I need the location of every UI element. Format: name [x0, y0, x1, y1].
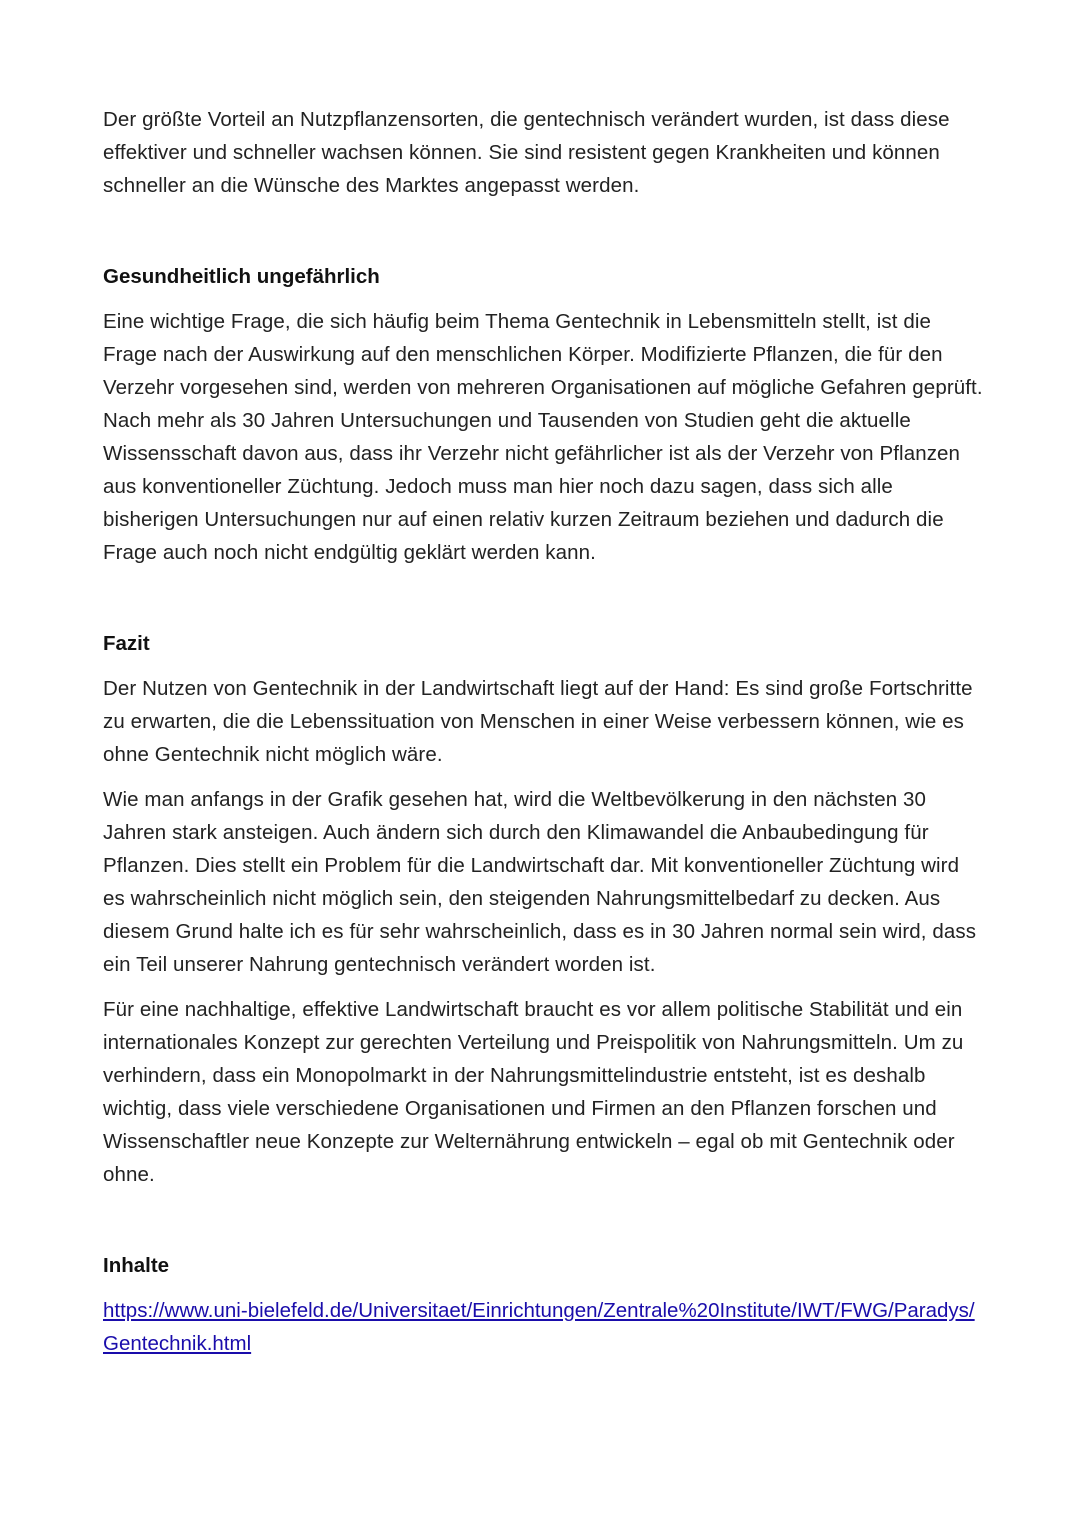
section-heading-health: Gesundheitlich ungefährlich [103, 265, 380, 288]
conclusion-paragraph-3: Für eine nachhaltige, effektive Landwirtschaft braucht es vor allem politische Stabilität und ein internationales Konzept zur gerechten Verteilung und Preispolitik von Nahrungsmitteln. Um zu verhindern, dass ein Monopolmarkt in der Nahrungsmittelindustrie entsteht, ist es deshalb wichtig, dass viele verschiedene Organisationen und Firmen an den Pflanzen forschen und Wissenschaftler neue Konzepte zur Welternährung entwickeln – egal ob mit Gentechnik oder ohne. [103, 998, 964, 1186]
conclusion-paragraph-2: Wie man anfangs in der Grafik gesehen hat, wird die Weltbevölkerung in den nächsten 30 Jahren stark ansteigen. Auch ändern sich durch den Klimawandel die Anbaubedingung für Pflanzen. Dies stellt ein Problem für die Landwirtschaft dar. Mit konventioneller Züchtung wird es wahrscheinlich nicht möglich sein, den steigenden Nahrungsmittelbedarf zu decken. Aus diesem Grund halte ich es für sehr wahrscheinlich, dass es in 30 Jahren normal sein wird, dass ein Teil unserer Nahrung gentechnisch verändert worden ist. [103, 788, 977, 976]
conclusion-paragraph-1: Der Nutzen von Gentechnik in der Landwirtschaft liegt auf der Hand: Es sind große Fortschritte zu erwarten, die die Lebenssituation von Menschen in einer Weise verbessern können, wie es ohne Gentechnik nicht möglich wäre. [103, 677, 973, 766]
section-heading-conclusion: Fazit [103, 632, 150, 655]
source-link[interactable]: https://www.uni-bielefeld.de/Universitaet/Einrichtungen/Zentrale%20Institute/IWT/FWG/Paradys/Gentechnik.html [103, 1299, 975, 1355]
intro-paragraph: Der größte Vorteil an Nutzpflanzensorten, die gentechnisch verändert wurden, ist dass diese effektiver und schneller wachsen können. Sie sind resistent gegen Krankheiten und können schneller an die Wünsche des Marktes angepasst werden. [103, 108, 950, 197]
section-heading-sources: Inhalte [103, 1254, 170, 1277]
health-paragraph: Eine wichtige Frage, die sich häufig beim Thema Gentechnik in Lebensmitteln stellt, ist die Frage nach der Auswirkung auf den menschlichen Körper. Modifizierte Pflanzen, die für den Verzehr vorgesehen sind, werden von mehreren Organisationen auf mögliche Gefahren geprüft. Nach mehr als 30 Jahren Untersuchungen und Tausenden von Studien geht die aktuelle Wissensschaft davon aus, dass ihr Verzehr nicht gefährlicher ist als der Verzehr von Pflanzen aus konventioneller Züchtung. Jedoch muss man hier noch dazu sagen, dass sich alle bisherigen Untersuchungen nur auf einen relativ kurzen Zeitraum beziehen und dadurch die Frage auch noch nicht endgültig geklärt werden kann. [103, 310, 983, 564]
document-page [103, 103, 983, 1360]
